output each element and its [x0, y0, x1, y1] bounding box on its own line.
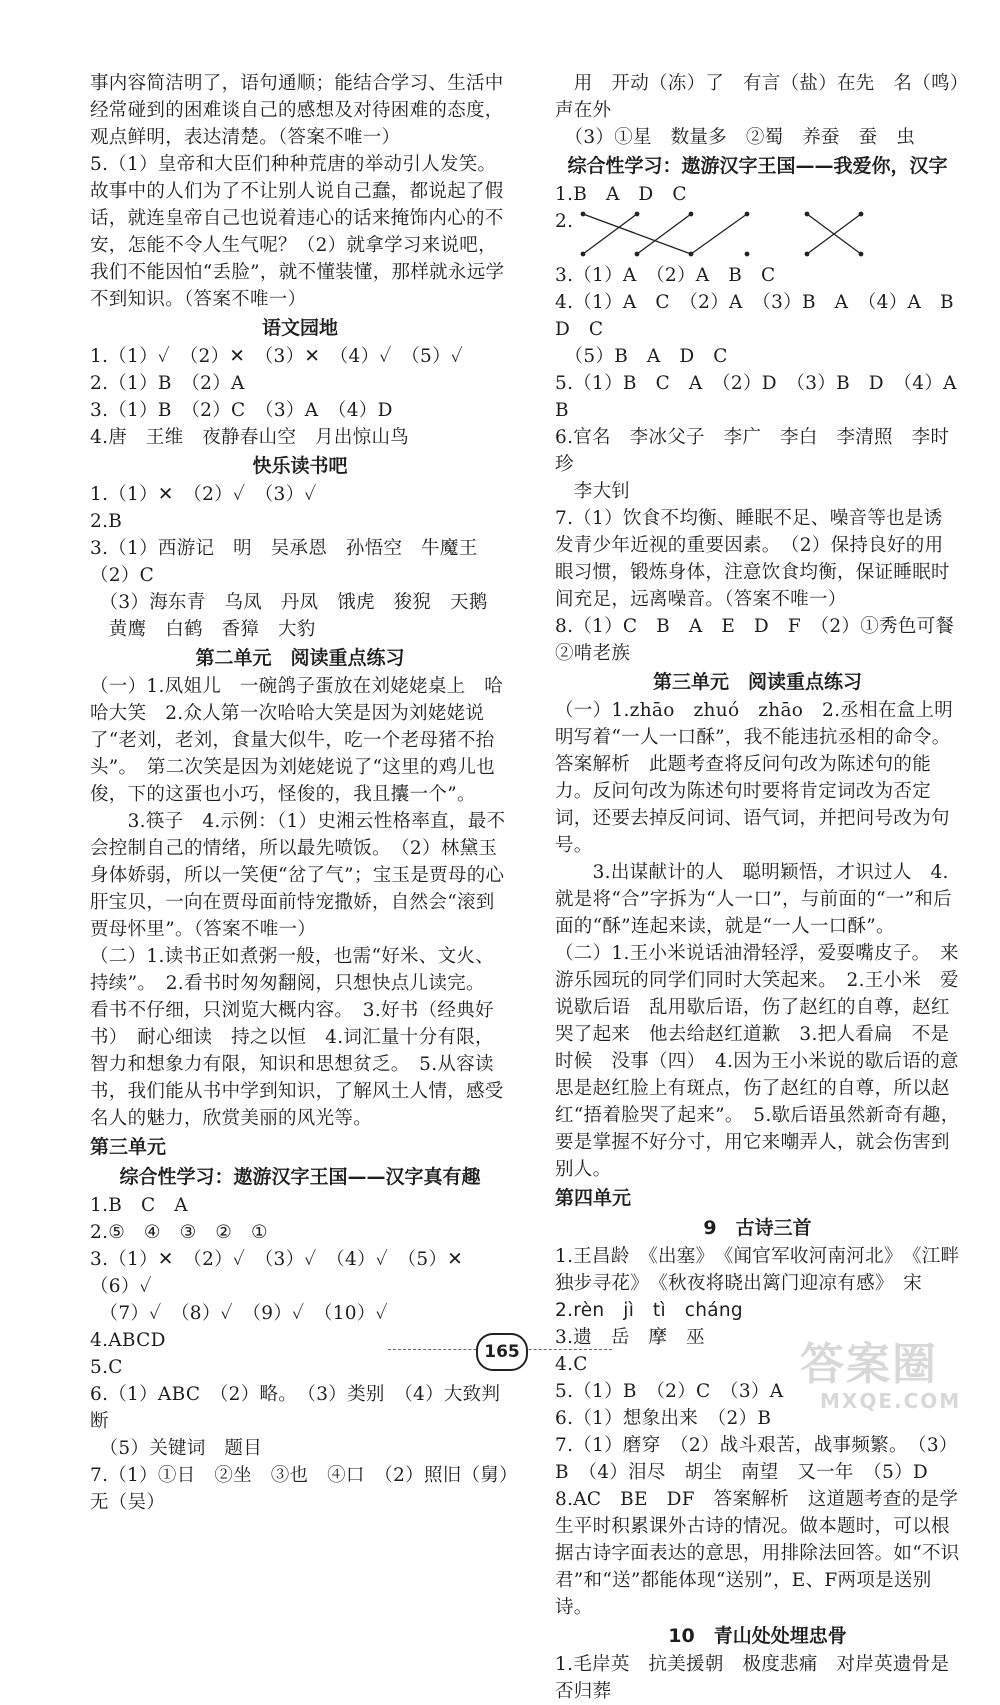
answer-line: 5.（1）皇帝和大臣们种种荒唐的举动引人发笑。故事中的人们为了不让别人说自己蠢，都说起了假话，就连皇帝自己也说着违心的话来掩饰内心的不安，怎能不令人生气呢？（2）就拿学习来说吧，我们不能因怕“丢脸”，就不懂装懂，那样就永远学不到知识。（答案不唯一） [90, 154, 505, 310]
answer-line: 1.B C A [90, 1195, 188, 1216]
page-number: 165 [476, 1333, 528, 1371]
left-column [90, 70, 528, 1516]
answer-line: 7.（1）①日 ②坐 ③也 ④口 （2）照旧（舅） 无（吴） [90, 1465, 528, 1513]
match-line [583, 214, 691, 254]
right-column [555, 70, 976, 1705]
answer-line: 5.C [90, 1357, 123, 1378]
answer-line: 4.唐 王维 夜静春山空 月出惊山鸟 [90, 427, 410, 448]
answer-line: 2.（1）B （2）A [90, 373, 245, 394]
answer-line: 3.筷子 4.示例：（1）史湘云性格率直，最不会控制自己的情绪，所以最先喷饭。 （2）林黛玉身体娇弱，所以一笑便“岔了气”；宝玉是贾母的心肝宝贝，一向在贾母面前恃宠撒娇，自然会“滚到贾母怀里”。（答案不唯一） [90, 811, 506, 940]
watermark-logo [800, 1340, 990, 1416]
answer-line: 6.（1）ABC （2）略。 （3）类别 （4）大致判断 [90, 1384, 501, 1432]
answer-line: 5.（1）B （2）C （3）A [555, 1381, 784, 1402]
match-line [691, 214, 747, 254]
answer-line: 5.（1）B C A （2）D （3）B D （4）A B [555, 373, 976, 421]
answer-line: 3.（1）B （2）C （3）A （4）D [90, 400, 393, 421]
section-heading: 10 青山处处埋忠骨 [668, 1625, 847, 1647]
answer-line: （5）B A D C [555, 346, 728, 367]
matching-question [555, 208, 960, 262]
watermark-text: 答案圈 [800, 1339, 938, 1390]
watermark-url: MXQE.COM [820, 1389, 962, 1413]
match-line [583, 214, 637, 254]
answer-line: 7.（1）饮食不均衡、睡眠不足、噪音等也是诱发青少年近视的重要因素。 （2）保持良好的用眼习惯，锻炼身体，注意饮食均衡，保证睡眠时间充足，远离噪音。（答案不唯一） [555, 508, 950, 610]
answer-line: 8.（1）C B A E D F （2）①秀色可餐 ②啃老族 [555, 616, 974, 664]
answer-line: 7.（1）磨穿 （2）战斗艰苦，战事频繁。 （3）B （4）泪尽 胡尘 南望 又一年 （5）D [555, 1435, 958, 1483]
answer-line: 6.官名 李冰父子 李广 李白 李清照 李时珍 [555, 427, 950, 475]
answer-line: （一）1.凤姐儿 一碗鸽子蛋放在刘姥姥桌上 哈哈大笑 2.众人第一次哈哈大笑是因为刘姥姥说了“老刘，老刘，食量大似牛，吃一个老母猪不抬头”。 第二次笑是因为刘姥姥说了“这里的鸡儿也俊，下的这蛋也小巧，怪俊的，我且攮一个”。 [90, 676, 504, 805]
answer-line: 2.⑤ ④ ③ ② ① [90, 1222, 268, 1243]
answer-line: 8.AC BE DF 答案解析 这道题考查的是学生平时积累课外古诗的情况。做本题时，可以根据古诗字面表达的意思，用排除法回答。如“不识君”和“送”都能体现“送别”，E、F两项是送别诗。 [555, 1489, 960, 1618]
section-heading: 语文园地 [261, 317, 338, 339]
section-heading: 第三单元 阅读重点练习 [652, 671, 862, 693]
answer-line: 2.B [90, 511, 123, 532]
unit-heading: 第三单元 [90, 1136, 167, 1158]
answer-line: 4.C [555, 1354, 588, 1375]
answer-line: （一）1.zhāo zhuó zhāo 2.丞相在盒上明明写着“一人一口酥”，我不能违抗丞相的命令。 答案解析 此题考查将反问句改为陈述句的能力。反问句改为陈述句时要将肯定词改为否定词，还要去掉反问词、语气词，并把问号改为句号。 [555, 700, 961, 856]
answer-line: 3.（1）西游记 明 吴承恩 孙悟空 牛魔王 （2）C [90, 538, 497, 586]
answer-line: 4.ABCD [90, 1330, 166, 1351]
answer-line: （3）①星 数量多 ②蜀 养蚕 蚕 虫 [555, 127, 916, 148]
answer-line: （7）✓ （8）✓ （9）✓ （10）✓ [90, 1303, 388, 1324]
answer-line: 1.（1）✕ （2）✓ （3）✓ [90, 484, 317, 505]
answer-line: （5）关键词 题目 [90, 1438, 263, 1459]
section-heading: 快乐读书吧 [252, 455, 348, 477]
pinyin-answer: 2.rèn jì tì cháng [555, 1300, 743, 1321]
answer-line: 3.出谋献计的人 聪明颖悟，才识过人 4.就是将“合”字拆为“人一口”，与前面的“一”和后面的“酥”连起来读，就是“一人一口酥”。 [555, 862, 952, 937]
section-heading: 9 古诗三首 [703, 1217, 812, 1239]
match-line [637, 214, 691, 254]
section-heading: 综合性学习：遨游汉字王国——我爱你，汉字 [567, 155, 948, 177]
answer-line: 事内容简洁明了，语句通顺；能结合学习、生活中经常碰到的困难谈自己的感想及对待困难的态度，观点鲜明，表达清楚。（答案不唯一） [90, 73, 504, 148]
answer-line: （3）海东青 乌凤 丹凤 饿虎 狻猊 天鹅 [90, 592, 488, 613]
answer-line: 1.B A D C [555, 184, 687, 205]
answer-line: 3.遗 岳 摩 巫 [555, 1327, 705, 1348]
answer-line: （二）1.王小米说话油滑轻浮，爱耍嘴皮子。 来游乐园玩的同学们同时大笑起来。 2.王小米 爱说歇后语 乱用歇后语，伤了赵红的自尊，赵红哭了起来 他去给赵红道歉 3.把人看扁 不是时候 没事（四） 4.因为王小米说的歇后语的意思是赵红脸上有斑点，伤了赵红的自尊，所以赵红“捂着脸哭了起来”。 5.歇后语虽然新奇有趣，要是掌握不好分寸，用它来嘲弄人，就会伤害到别人。 [555, 943, 960, 1180]
matching-lines [575, 208, 875, 262]
answer-line: 4.（1）A C （2）A （3）B A （4）A B D C [555, 292, 973, 340]
answer-line: 1.（1）✓ （2）✕ （3）✕ （4）✓ （5）✓ [90, 346, 464, 367]
answer-line: 用 开动（冻）了 有言（盐）在先 名（鸣）声在外 [555, 73, 960, 121]
answer-line: 6.（1）想象出来 （2）B [555, 1408, 772, 1429]
section-heading: 第二单元 阅读重点练习 [195, 647, 405, 669]
answer-line: 3.（1）✕ （2）✓ （3）✓ （4）✓ （5）✕ （6）✓ [90, 1249, 482, 1297]
answer-line: 3.（1）A （2）A B C [555, 265, 776, 286]
answer-line: 1.王昌龄 《出塞》 《闻官军收河南河北》 《江畔独步寻花》 《秋夜将晓出篱门迎凉有感》 宋 [555, 1246, 960, 1294]
answer-line: 李大钊 [555, 481, 631, 502]
answer-line: 1.毛岸英 抗美援朝 极度悲痛 对岸英遗骨是否归葬 [555, 1654, 950, 1702]
question-number: 2. [555, 211, 574, 232]
page-footer [388, 1330, 612, 1370]
section-heading: 综合性学习：遨游汉字王国——汉字真有趣 [119, 1166, 481, 1188]
match-dot [745, 252, 750, 257]
answer-line: 黄鹰 白鹤 香獐 大豹 [90, 619, 316, 640]
unit-heading: 第四单元 [555, 1187, 632, 1209]
answer-line: （二）1.读书正如煮粥一般，也需“好米、文火、持续”。 2.看书时匆匆翻阅，只想快点儿读完。 看书不仔细，只浏览大概内容。 3.好书（经典好书） 耐心细读 持之以恒 4.词汇量十分有限，智力和想象力有限，知识和思想贫乏。 5.从容读书，我们能从书中学到知识，了解风土人情，感受名人的魅力，欣赏美丽的风光等。 [90, 946, 504, 1129]
